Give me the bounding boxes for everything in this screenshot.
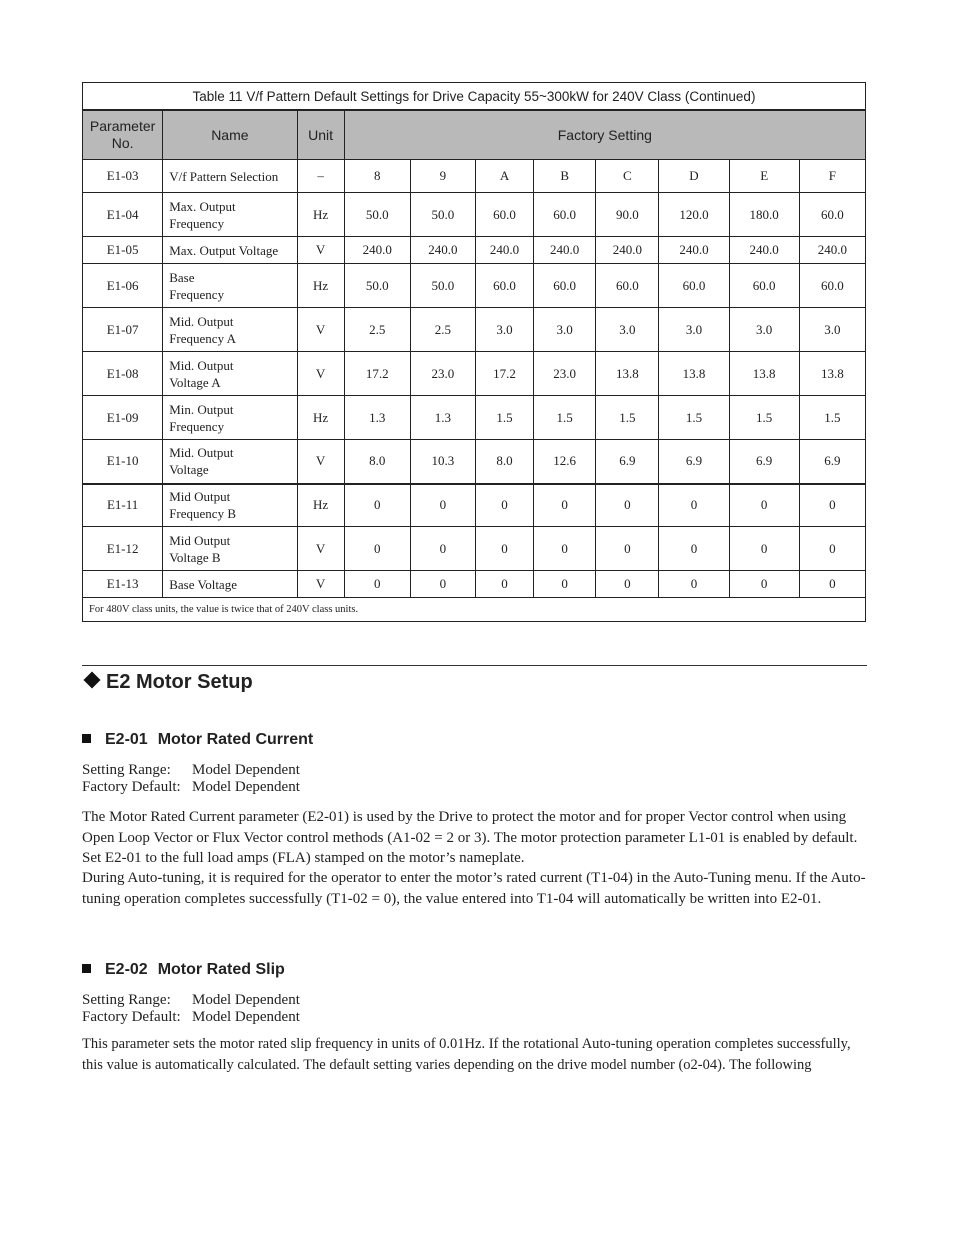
value-cell: 1.5 (534, 396, 596, 440)
value-cell: 0 (596, 571, 659, 598)
unit-cell: V (297, 308, 344, 352)
value-cell: 0 (344, 527, 410, 571)
value-cell: 180.0 (729, 193, 799, 237)
param-cell: E1-03 (83, 160, 163, 193)
e2-02-id: E2-02 (105, 961, 148, 978)
value-cell: 1.5 (659, 396, 729, 440)
name-cell: Mid Output Voltage B (163, 527, 297, 571)
unit-cell: V (297, 571, 344, 598)
unit-cell: Hz (297, 264, 344, 308)
value-cell: 0 (659, 484, 729, 527)
value-cell: 0 (534, 571, 596, 598)
value-cell: 1.5 (475, 396, 533, 440)
value-cell: 1.5 (799, 396, 865, 440)
table-row (83, 440, 866, 484)
name-cell: V/f Pattern Selection (163, 160, 297, 193)
table-footnote: For 480V class units, the value is twice that of 240V class units. (83, 598, 866, 622)
table-caption: Table 11 V/f Pattern Default Settings for Drive Capacity 55~300kW for 240V Class (Continued) (83, 83, 866, 111)
value-cell: 240.0 (799, 237, 865, 264)
value-cell: 6.9 (596, 440, 659, 484)
value-cell: 60.0 (534, 193, 596, 237)
section-title-text: E2 Motor Setup (106, 671, 253, 693)
param-cell: E1-13 (83, 571, 163, 598)
table-footnote-row (83, 598, 866, 622)
table-row (83, 160, 866, 193)
value-cell: 8.0 (475, 440, 533, 484)
value-cell: 0 (799, 484, 865, 527)
value-cell: 2.5 (344, 308, 410, 352)
name-cell: Max. Output Voltage (163, 237, 297, 264)
value-cell: 60.0 (729, 264, 799, 308)
table-row (83, 308, 866, 352)
name-cell: Min. Output Frequency (163, 396, 297, 440)
header-unit: Unit (297, 110, 344, 160)
value-cell: 13.8 (596, 352, 659, 396)
value-cell: 50.0 (344, 264, 410, 308)
value-cell: 1.5 (596, 396, 659, 440)
param-cell: E1-06 (83, 264, 163, 308)
value-cell: C (596, 160, 659, 193)
value-cell: 0 (799, 527, 865, 571)
value-cell: 240.0 (659, 237, 729, 264)
value-cell: 0 (659, 527, 729, 571)
value-cell: 0 (659, 571, 729, 598)
name-cell: Base Voltage (163, 571, 297, 598)
value-cell: 60.0 (475, 264, 533, 308)
value-cell: 60.0 (475, 193, 533, 237)
value-cell: 13.8 (659, 352, 729, 396)
value-cell: 0 (534, 527, 596, 571)
value-cell: 3.0 (799, 308, 865, 352)
e2-01-heading (82, 730, 313, 750)
unit-cell: Hz (297, 396, 344, 440)
table-row (83, 352, 866, 396)
value-cell: 90.0 (596, 193, 659, 237)
value-cell: 10.3 (410, 440, 475, 484)
param-cell: E1-05 (83, 237, 163, 264)
e2-02-factory-default: Factory Default: Model Dependent (82, 1009, 300, 1025)
value-cell: 120.0 (659, 193, 729, 237)
name-cell: Base Frequency (163, 264, 297, 308)
value-cell: 13.8 (729, 352, 799, 396)
name-cell: Mid Output Frequency B (163, 484, 297, 527)
table-row (83, 264, 866, 308)
param-cell: E1-07 (83, 308, 163, 352)
unit-cell: V (297, 527, 344, 571)
value-cell: 60.0 (534, 264, 596, 308)
value-cell: 60.0 (799, 193, 865, 237)
value-cell: 1.3 (410, 396, 475, 440)
value-cell: 1.5 (729, 396, 799, 440)
value-cell: 0 (596, 527, 659, 571)
value-cell: 3.0 (596, 308, 659, 352)
value-cell: 240.0 (475, 237, 533, 264)
value-cell: 240.0 (729, 237, 799, 264)
value-cell: 8.0 (344, 440, 410, 484)
e2-02-setting-range: Setting Range: Model Dependent (82, 992, 300, 1008)
value-cell: 3.0 (475, 308, 533, 352)
value-cell: 50.0 (410, 264, 475, 308)
value-cell: 6.9 (659, 440, 729, 484)
value-cell: 6.9 (729, 440, 799, 484)
value-cell: 17.2 (344, 352, 410, 396)
value-cell: 3.0 (729, 308, 799, 352)
e2-01-id: E2-01 (105, 731, 148, 748)
value-cell: 2.5 (410, 308, 475, 352)
value-cell: 0 (344, 484, 410, 527)
e2-01-description: The Motor Rated Current parameter (E2-01) is used by the Drive to protect the motor and for proper Vector control when using Open Loop Vector or Flux Vector control methods (A1-02 = 2 or 3). The motor protection parameter L1-01 is enabled by default. Set E2-01 to the full load amps (FLA) stamped on the motor’s nameplate. (82, 809, 858, 866)
e2-02-title: Motor Rated Slip (157, 961, 285, 978)
value-cell: D (659, 160, 729, 193)
value-cell: 60.0 (596, 264, 659, 308)
value-cell: 0 (410, 484, 475, 527)
e2-02-heading (82, 960, 285, 980)
table-row (83, 571, 866, 598)
name-cell: Mid. Output Voltage A (163, 352, 297, 396)
value-cell: 0 (475, 571, 533, 598)
table-row (83, 484, 866, 527)
value-cell: 240.0 (344, 237, 410, 264)
value-cell: 0 (729, 527, 799, 571)
value-cell: B (534, 160, 596, 193)
unit-cell: Hz (297, 484, 344, 527)
square-bullet-icon (82, 734, 91, 743)
param-cell: E1-04 (83, 193, 163, 237)
unit-cell: – (297, 160, 344, 193)
value-cell: 0 (475, 484, 533, 527)
e2-01-autotuning-note: During Auto-tuning, it is required for the operator to enter the motor’s rated current (T1-04) in the Auto-Tuning menu. If the Auto-tuning operation completes successfully (T1-02 = 0), the value entered into T1-04 will automatically be written into E2-01. (82, 870, 866, 907)
value-cell: 240.0 (410, 237, 475, 264)
param-cell: E1-10 (83, 440, 163, 484)
value-cell: E (729, 160, 799, 193)
value-cell: 240.0 (596, 237, 659, 264)
value-cell: 0 (729, 571, 799, 598)
value-cell: 23.0 (410, 352, 475, 396)
param-cell: E1-12 (83, 527, 163, 571)
e2-02-description: This parameter sets the motor rated slip frequency in units of 0.01Hz. If the rotational Auto-tuning operation completes successfully, this value is automatically calculated. The default setting varies depending on the drive model number (o2-04). The following (82, 1036, 851, 1073)
e2-01-setting-range: Setting Range: Model Dependent (82, 762, 300, 778)
value-cell: 0 (475, 527, 533, 571)
value-cell: 12.6 (534, 440, 596, 484)
value-cell: 9 (410, 160, 475, 193)
param-cell: E1-08 (83, 352, 163, 396)
value-cell: A (475, 160, 533, 193)
value-cell: 3.0 (659, 308, 729, 352)
section-divider (82, 665, 867, 666)
header-name: Name (163, 110, 297, 160)
table-row (83, 527, 866, 571)
value-cell: 0 (729, 484, 799, 527)
value-cell: 3.0 (534, 308, 596, 352)
value-cell: 0 (799, 571, 865, 598)
value-cell: 0 (596, 484, 659, 527)
value-cell: 6.9 (799, 440, 865, 484)
header-parameter-no: Parameter No. (83, 110, 163, 160)
value-cell: 0 (344, 571, 410, 598)
value-cell: 50.0 (344, 193, 410, 237)
unit-cell: V (297, 237, 344, 264)
value-cell: 13.8 (799, 352, 865, 396)
section-heading (82, 668, 253, 696)
value-cell: 60.0 (659, 264, 729, 308)
value-cell: 0 (534, 484, 596, 527)
value-cell: 8 (344, 160, 410, 193)
value-cell: 240.0 (534, 237, 596, 264)
table-row (83, 396, 866, 440)
unit-cell: V (297, 440, 344, 484)
header-factory-setting: Factory Setting (344, 110, 865, 160)
name-cell: Mid. Output Frequency A (163, 308, 297, 352)
e2-01-factory-default: Factory Default: Model Dependent (82, 779, 300, 795)
name-cell: Max. Output Frequency (163, 193, 297, 237)
e2-01-title: Motor Rated Current (157, 731, 314, 748)
value-cell: 60.0 (799, 264, 865, 308)
param-cell: E1-11 (83, 484, 163, 527)
name-cell: Mid. Output Voltage (163, 440, 297, 484)
value-cell: 17.2 (475, 352, 533, 396)
unit-cell: V (297, 352, 344, 396)
value-cell: 1.3 (344, 396, 410, 440)
square-bullet-icon (82, 964, 91, 973)
param-cell: E1-09 (83, 396, 163, 440)
value-cell: 50.0 (410, 193, 475, 237)
value-cell: 23.0 (534, 352, 596, 396)
value-cell: F (799, 160, 865, 193)
vf-pattern-table (82, 82, 866, 622)
table-row (83, 237, 866, 264)
value-cell: 0 (410, 571, 475, 598)
diamond-bullet-icon (84, 672, 101, 689)
table-row (83, 193, 866, 237)
value-cell: 0 (410, 527, 475, 571)
unit-cell: Hz (297, 193, 344, 237)
